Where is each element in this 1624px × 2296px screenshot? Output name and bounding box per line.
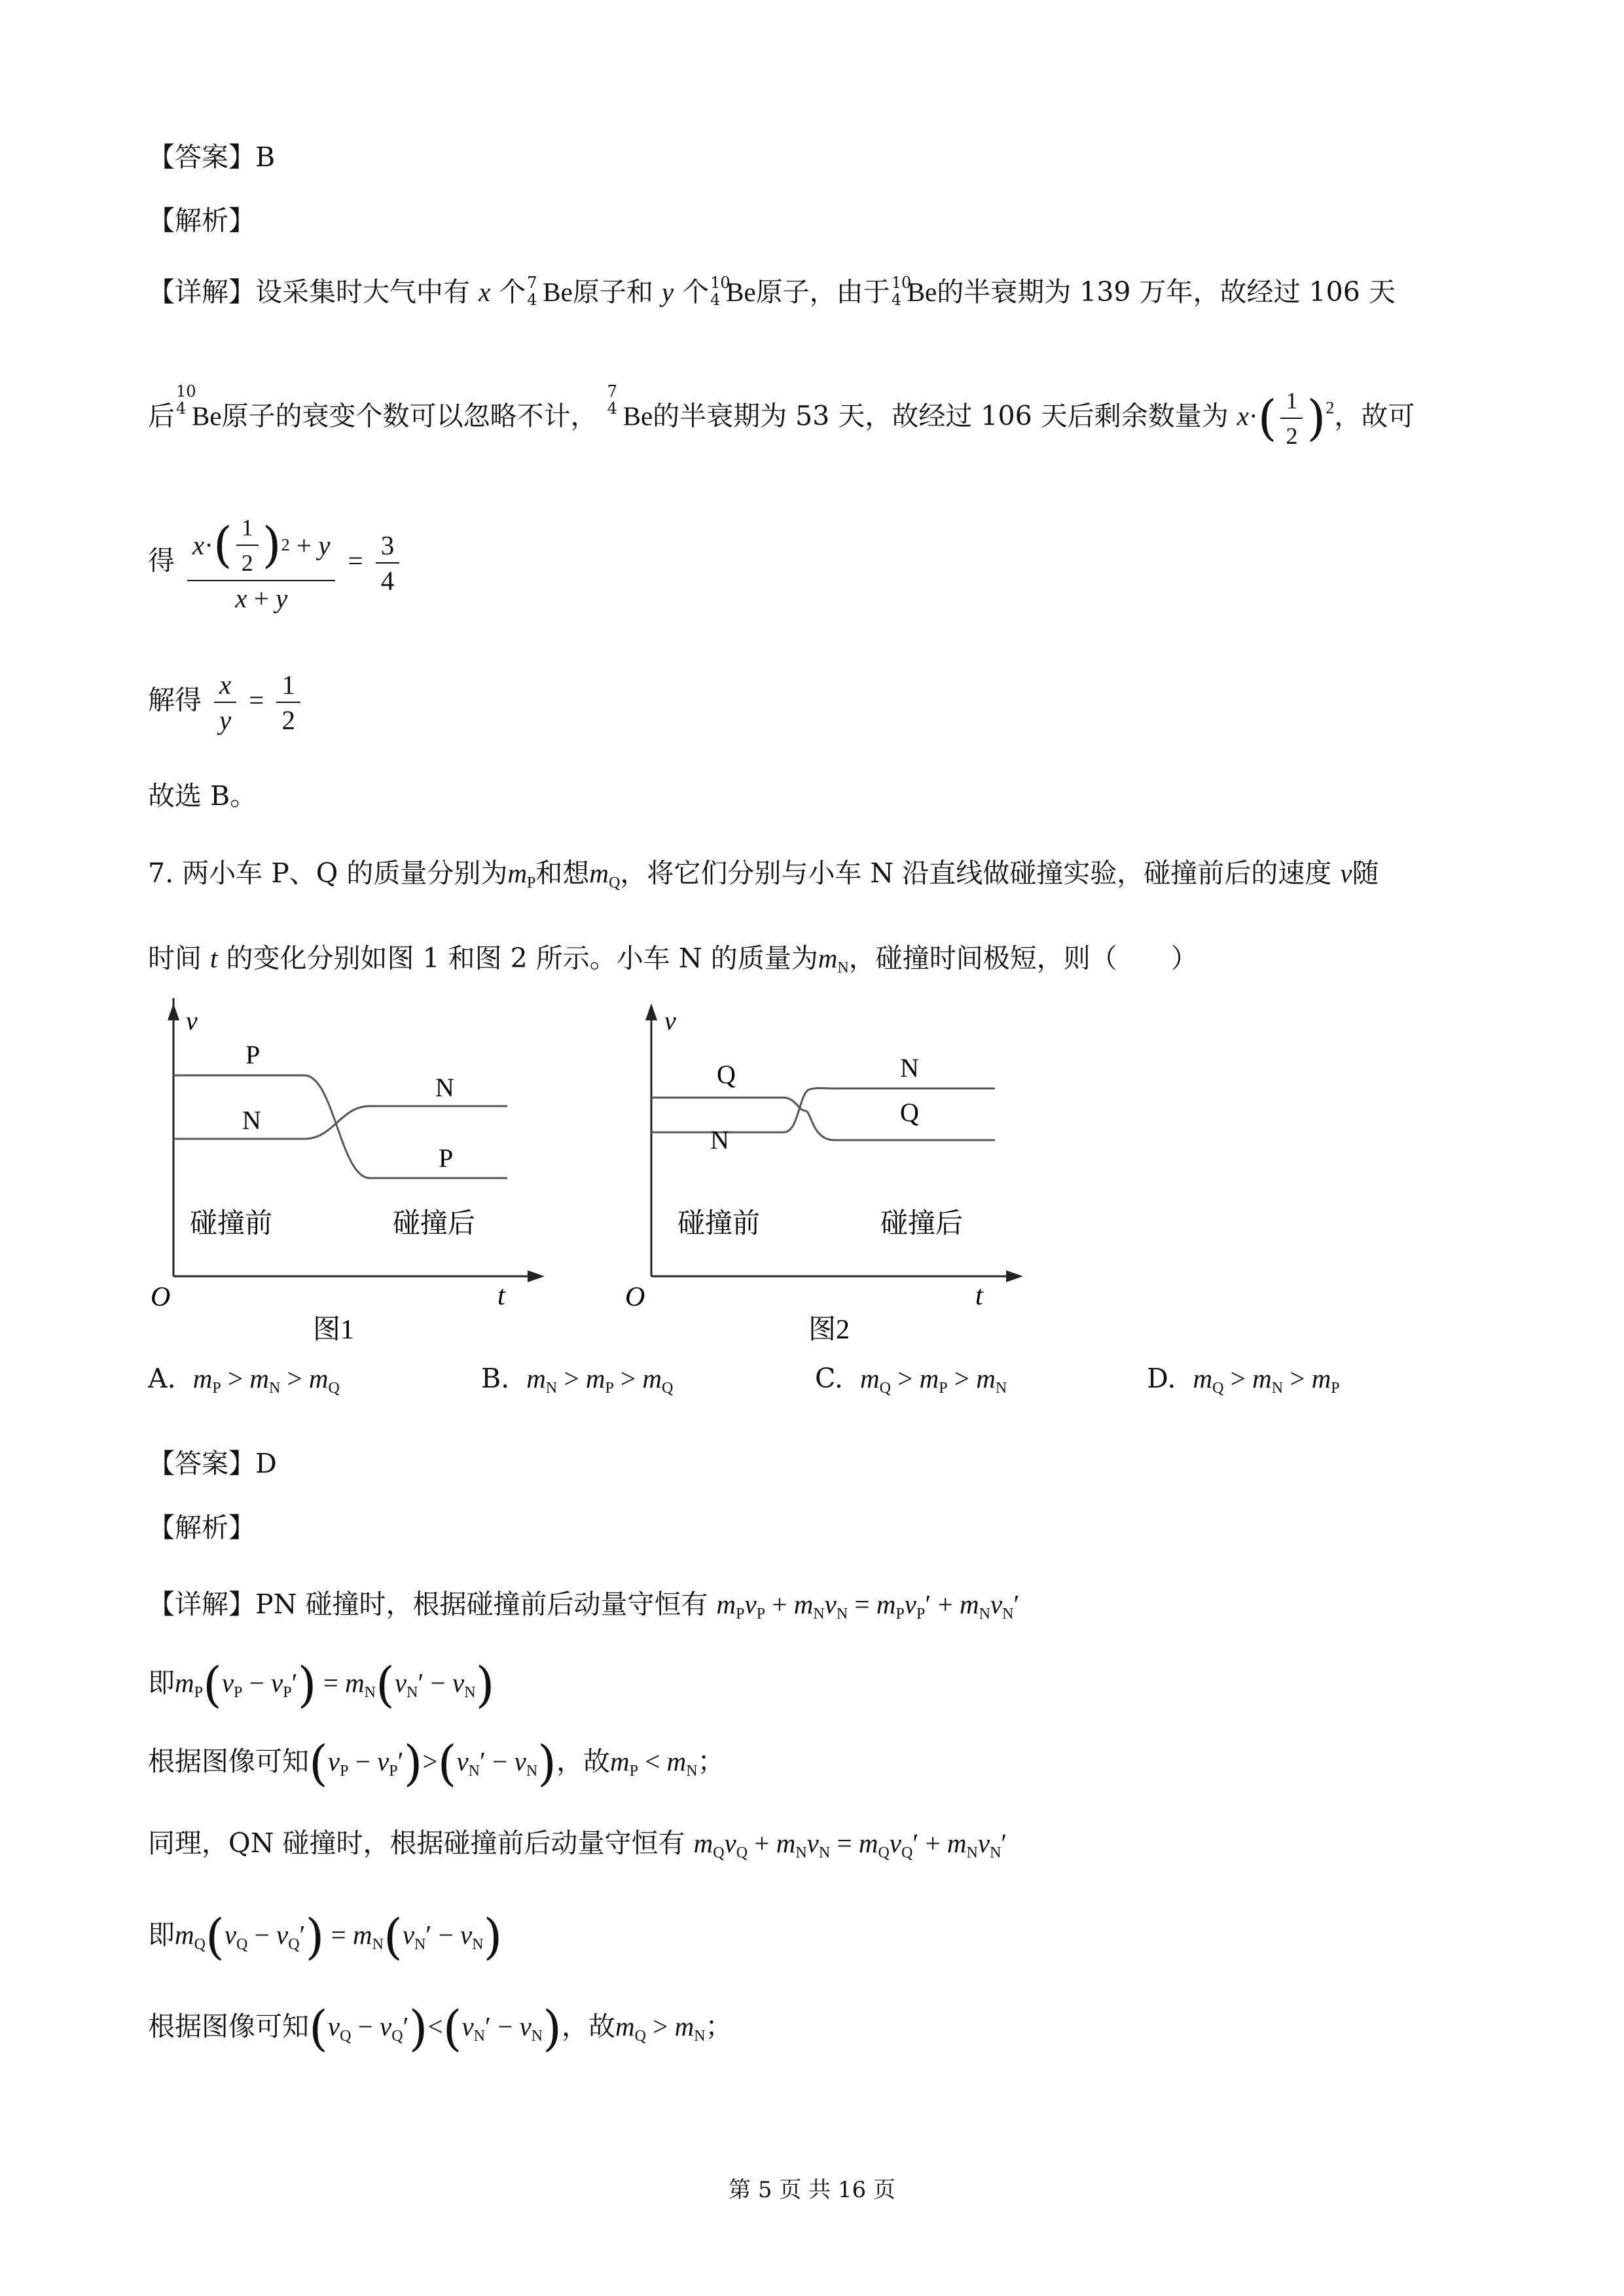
q6-equation-1: 得 x · ( $\frac{1}{2}$ ) 2 + y x + y = $\frac{3}{4}$ [148,511,403,615]
page-footer: 第 5 页 共 16 页 [729,2177,895,2203]
q6-detail-line-2: 后 10 4 Be原子的衰变个数可以忽略不计， 7 4 Be的半衰期为 53 天，故经过 106 天后剩余数量为 x·( $\frac{1}{2}$ )$^2$，故可 [148,382,1415,449]
fig2-t-label: t [975,1281,983,1311]
fig1-v-label: v [186,1006,198,1035]
analysis-label-6: 【解析】 [148,205,255,236]
fig1-curve-p [173,1075,507,1178]
sol7-line-4: 同理，QN 碰撞时，根据碰撞前后动量守恒有 mQvQ + mNvN = mQvQ′ + mNvN′ [148,1827,1007,1861]
fig1-label-n-after: N [435,1073,454,1102]
option-b[interactable]: B. mN > mP > mQ [481,1363,674,1397]
fig2-curve-n [651,1088,995,1133]
fig1-before-label: 碰撞前 [190,1209,273,1239]
fig2-v-label: v [664,1006,676,1035]
option-a[interactable]: A. mP > mN > mQ [148,1363,340,1397]
fig1-label-p-before: P [245,1040,261,1069]
fig2-after-label: 碰撞后 [880,1209,964,1239]
fig1-caption: 图1 [313,1315,355,1345]
sol7-line-3: 根据图像可知(vP − vP′)>(vN′ − vN)，故mP < mN； [148,1735,725,1792]
figure-1 [144,998,563,1345]
fig1-t-axis-arrow [528,1270,545,1282]
fig2-label-q-before: Q [717,1060,736,1089]
answer-6: 【答案】B [148,141,276,173]
analysis-label-7: 【解析】 [148,1512,255,1543]
fig2-label-n-after: N [900,1053,919,1083]
fig2-origin: O [625,1282,645,1312]
sol7-line-5: 即mQ(vQ − vQ′) = mN(vN′ − vN) [148,1909,503,1965]
fig1-after-label: 碰撞后 [393,1209,476,1239]
fig2-curve-q [651,1098,995,1140]
q7-line-2: 时间 t 的变化分别如图 1 和图 2 所示。小车 N 的质量为mN，碰撞时间极短，则（ ） [148,942,1198,977]
fig1-origin: O [151,1282,171,1312]
fig2-label-q-after: Q [900,1098,919,1127]
sol7-line-1: 【详解】PN 碰撞时，根据碰撞前后动量守恒有 mPvP + mNvN = mPvP′ + mNvN′ [148,1588,1020,1623]
option-c[interactable]: C. mQ > mP > mN [815,1363,1007,1397]
fig1-label-p-after: P [439,1143,454,1173]
q6-conclusion: 故选 B。 [148,780,257,812]
fig2-before-label: 碰撞前 [677,1209,761,1239]
fig1-label-n-before: N [242,1105,261,1135]
q6-equation-2: 解得 $\frac{x}{y}$ = $\frac{1}{2}$ [148,668,304,737]
fig2-label-n-before: N [710,1125,729,1155]
option-d[interactable]: D. mQ > mN > mP [1147,1363,1340,1397]
answer-7: 【答案】D [148,1448,277,1479]
sol7-line-2: 即mP(vP − vP′) = mN(vN′ − vN) [148,1657,495,1713]
q6-detail-line-1: 【详解】设采集时大气中有 x 个 7 4 Be原子和 y 个 10 4 Be原子，由于 10 4 Be的半衰期为 139 万年，故经过 106 天 [148,274,1396,309]
q7-line-1: 7. 两小车 P、Q 的质量分别为mP和想mQ，将它们分别与小车 N 沿直线做碰撞实验，碰撞前后的速度 v随 [148,857,1379,891]
figure-2 [612,998,1031,1345]
fig2-caption: 图2 [808,1315,850,1345]
sol7-line-6: 根据图像可知(vQ − vQ′)<(vN′ − vN)，故mQ > mN； [148,2000,732,2057]
fig1-t-label: t [497,1281,505,1311]
